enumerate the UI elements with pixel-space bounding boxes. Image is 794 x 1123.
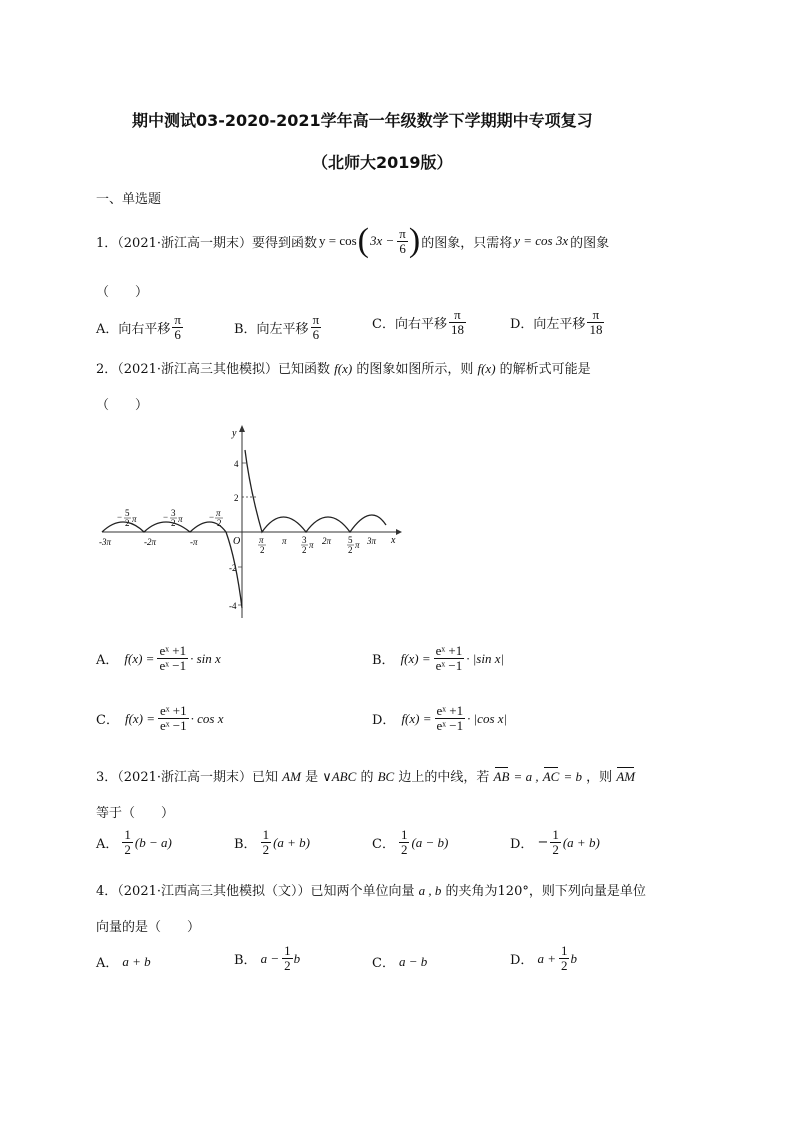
q4-option-b: B． a − $\frac{1}{2}$ b	[234, 943, 301, 973]
q3-option-d: D． − $\frac{1}{2}$ (a + b)	[510, 827, 600, 857]
page-subtitle: （北师大2019版）	[312, 153, 453, 172]
y-tick-2: 2	[234, 493, 239, 503]
x-tick-pi: π	[282, 536, 287, 546]
svg-text:5: 5	[125, 508, 130, 518]
x-label-5pi2	[347, 535, 360, 555]
curve-negative	[102, 522, 242, 608]
svg-text:−: −	[163, 512, 169, 522]
q2-fx1: f(x)	[334, 361, 353, 376]
q2-fx2: f(x)	[477, 361, 496, 376]
origin-label: O	[233, 536, 241, 547]
svg-text:2: 2	[171, 518, 176, 528]
svg-text:2: 2	[260, 545, 265, 555]
q3-option-c: C． $\frac{1}{2}$ (a − b)	[372, 827, 449, 857]
q2-option-c: C． f(x) = $\frac{\text{eˣ +1}}{\text{eˣ −1}}$ · cos x	[96, 703, 224, 733]
function-graph	[96, 420, 406, 620]
q1-option-a: A．向右平移 $\frac{\pi}{6}$	[96, 312, 181, 342]
q1-mid: 的图象，只需将	[421, 235, 513, 251]
svg-text:2: 2	[217, 518, 222, 528]
q2-option-a: A． f(x) = $\frac{\text{eˣ +1}}{\text{eˣ −1}}$ · sin x	[96, 643, 221, 673]
q1-big-paren-close: )	[408, 222, 421, 259]
q1-inner: 3x −	[370, 233, 395, 248]
x-tick-negpi: -π	[190, 537, 198, 547]
q1-option-d: D．向左平移 $\frac{\pi}{18}$	[510, 307, 603, 337]
q3-option-a: A． $\frac{1}{2}$ (b − a)	[96, 827, 172, 857]
section-heading: 一、单选题	[96, 192, 162, 207]
x-label-3pi2	[301, 535, 314, 555]
q1-expr2: y = cos 3x	[514, 233, 569, 248]
q4-option-a: A． a + b	[96, 953, 151, 971]
svg-text:2: 2	[348, 545, 353, 555]
y-axis-arrow	[239, 425, 245, 432]
x-tick-neg2pi: -2π	[144, 537, 157, 547]
x-label-negpi2	[209, 508, 223, 528]
question-1	[96, 222, 610, 259]
svg-text:−: −	[209, 512, 215, 522]
q4-option-c: C． a − b	[372, 953, 428, 971]
y-tick-neg2: -2	[229, 563, 237, 573]
svg-text:π: π	[309, 540, 314, 550]
svg-text:π: π	[259, 535, 264, 545]
svg-text:3: 3	[302, 535, 307, 545]
page-title: 期中测试03-2020-2021学年高一年级数学下学期期中专项复习	[132, 111, 593, 130]
svg-text:π: π	[178, 514, 183, 524]
q4-option-d: D． a + $\frac{1}{2}$ b	[510, 943, 577, 973]
y-axis-label: y	[232, 428, 237, 439]
q1-prefix: 1．（2021·浙江高一期末）要得到函数	[96, 235, 317, 251]
q1-option-c: C．向右平移 $\frac{\pi}{18}$	[372, 307, 464, 337]
q4-line2: 向量的是（ ）	[96, 920, 201, 935]
q1-inner-frac: $\frac{\pi}{6}$	[399, 225, 406, 256]
x-label-pi2	[258, 535, 266, 555]
q1-suffix: 的图象	[570, 235, 610, 251]
q1-big-paren-open: (	[357, 222, 369, 259]
svg-text:π: π	[355, 540, 360, 550]
y-tick-neg4: -4	[229, 601, 237, 611]
question-4: 4．（2021·江西高三其他模拟（文））已知两个单位向量 a , b 的夹角为120°，则下列向量是单位	[96, 883, 646, 899]
q2-option-b: B． f(x) = $\frac{\text{eˣ +1}}{\text{eˣ −1}}$ · |sin x|	[372, 643, 505, 673]
x-axis-arrow	[396, 529, 402, 535]
svg-text:−: −	[117, 512, 123, 522]
svg-text:3: 3	[171, 508, 176, 518]
q2-answer-paren: （ ）	[96, 398, 149, 413]
x-tick-3pi: 3π	[367, 536, 377, 546]
svg-text:2: 2	[302, 545, 307, 555]
svg-text:π: π	[216, 508, 221, 518]
svg-text:5: 5	[348, 535, 353, 545]
x-tick-2pi: 2π	[322, 536, 332, 546]
svg-text:π: π	[132, 514, 137, 524]
x-axis-label: x	[391, 535, 396, 546]
svg-text:2: 2	[125, 518, 130, 528]
question-2: 2．（2021·浙江高三其他模拟）已知函数 f(x) 的图象如图所示，则 f(x) 的解析式可能是	[96, 361, 591, 377]
q3-line2: 等于（ ）	[96, 806, 175, 821]
q1-answer-paren: （ ）	[96, 285, 149, 300]
q2-option-d: D． f(x) = $\frac{\text{eˣ +1}}{\text{eˣ −1}}$ · |cos x|	[372, 703, 508, 733]
q3-option-b: B． $\frac{1}{2}$ (a + b)	[234, 827, 310, 857]
q1-expr1: y = cos	[319, 233, 357, 248]
curve-positive	[245, 450, 386, 532]
question-3: 3．（2021·浙江高一期末）已知 AM 是 ∨ABC 的 BC 边上的中线，若 AB = a , AC = b ，则 AM	[96, 769, 636, 785]
q1-option-b: B．向左平移 $\frac{\pi}{6}$	[234, 312, 320, 342]
y-tick-4: 4	[234, 459, 239, 469]
x-tick-neg3pi: -3π	[99, 537, 112, 547]
